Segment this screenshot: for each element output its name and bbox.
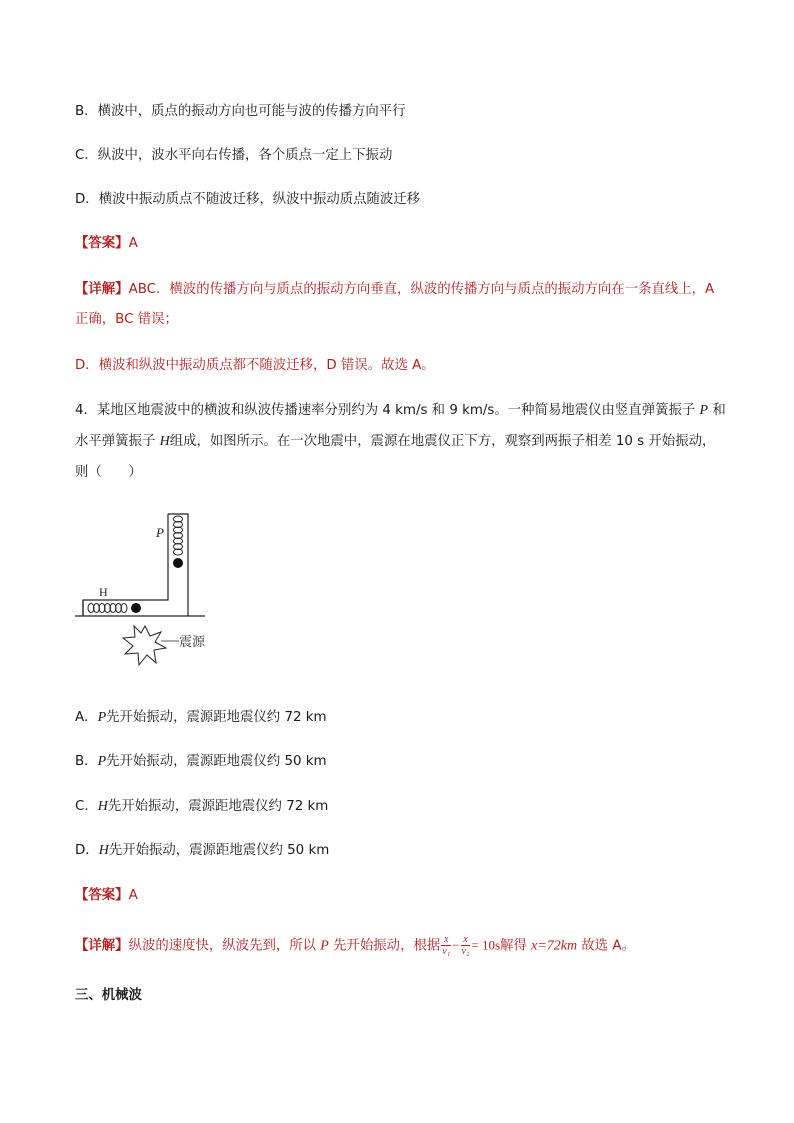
answer-value: A bbox=[128, 888, 138, 903]
question-text: 组成，如图所示。在一次地震中，震源在地震仪正下方，观察到两振子相差 10 s 开始振动， bbox=[169, 434, 716, 449]
detail-tag: 【详解】 bbox=[75, 282, 129, 297]
vertical-mass bbox=[173, 558, 183, 568]
var-p: P bbox=[699, 403, 709, 418]
answer-4 bbox=[75, 887, 138, 905]
option-c-prev: C．纵波中，波水平向右传播，各个质点一定上下振动 bbox=[75, 148, 393, 163]
section-heading: 三、机械波 bbox=[75, 988, 142, 1003]
label-h: H bbox=[99, 585, 108, 599]
fraction-x-v2: $\frac{x}{\text{v₂}}$ bbox=[461, 934, 470, 957]
horizontal-spring bbox=[88, 604, 127, 613]
horizontal-mass bbox=[131, 603, 141, 613]
question-4-line1 bbox=[75, 402, 726, 420]
option-b-prev: B．横波中，质点的振动方向也可能与波的传播方向平行 bbox=[75, 104, 406, 119]
fraction-x-v1: $\frac{x}{\text{v₁}}$ bbox=[442, 934, 451, 957]
seismic-source-icon bbox=[123, 626, 166, 665]
answer-tag: 【答案】 bbox=[75, 888, 129, 903]
option-d-prev: D．横波中振动质点不随波迁移，纵波中振动质点随波迁移 bbox=[75, 192, 421, 207]
question-text: 水平弹簧振子 bbox=[75, 434, 160, 449]
option-b: B．P先开始振动，震源距地震仪约 50 km bbox=[75, 754, 327, 769]
answer-value: A bbox=[128, 236, 138, 251]
question-4-line3: 则（ ） bbox=[75, 465, 142, 480]
detail-prev-line3: D．横波和纵波中振动质点都不随波迁移，D 错误。故选 A。 bbox=[75, 358, 435, 373]
var-h: H bbox=[159, 434, 170, 449]
detail-tag: 【详解】 bbox=[75, 938, 129, 954]
detail-prev-line1 bbox=[75, 281, 714, 299]
option-c: C．H先开始振动，震源距地震仪约 72 km bbox=[75, 799, 329, 814]
detail-text: ABC．横波的传播方向与质点的振动方向垂直，纵波的传播方向与质点的振动方向在一条直线上，A bbox=[128, 282, 715, 297]
question-text: 4．某地区地震波中的横波和纵波传播速率分别约为 4 km/s 和 9 km/s。一种简易地震仪由竖直弹簧振子 bbox=[75, 403, 700, 418]
detail-4: 【详解】纵波的速度快，纵波先到，所以 P 先开始振动，根据 $\frac{x}{\text{v₁}}$ − $\frac{x}{\text{v₂}}$ = 10s解得 x=72km 故选 A。 bbox=[75, 934, 635, 957]
option-d: D．H先开始振动，震源距地震仪约 50 km bbox=[75, 843, 330, 858]
answer-prev bbox=[75, 235, 138, 253]
answer-tag: 【答案】 bbox=[75, 236, 129, 251]
question-text: 和 bbox=[708, 403, 726, 418]
label-p: P bbox=[156, 525, 164, 540]
question-4-line2 bbox=[75, 433, 715, 451]
detail-prev-line2: 正确，BC 错误； bbox=[75, 312, 178, 327]
label-source: 震源 bbox=[179, 635, 206, 650]
vertical-spring bbox=[174, 516, 183, 555]
option-a: A．P先开始振动，震源距地震仪约 72 km bbox=[75, 710, 327, 725]
seismograph-figure bbox=[75, 508, 225, 678]
